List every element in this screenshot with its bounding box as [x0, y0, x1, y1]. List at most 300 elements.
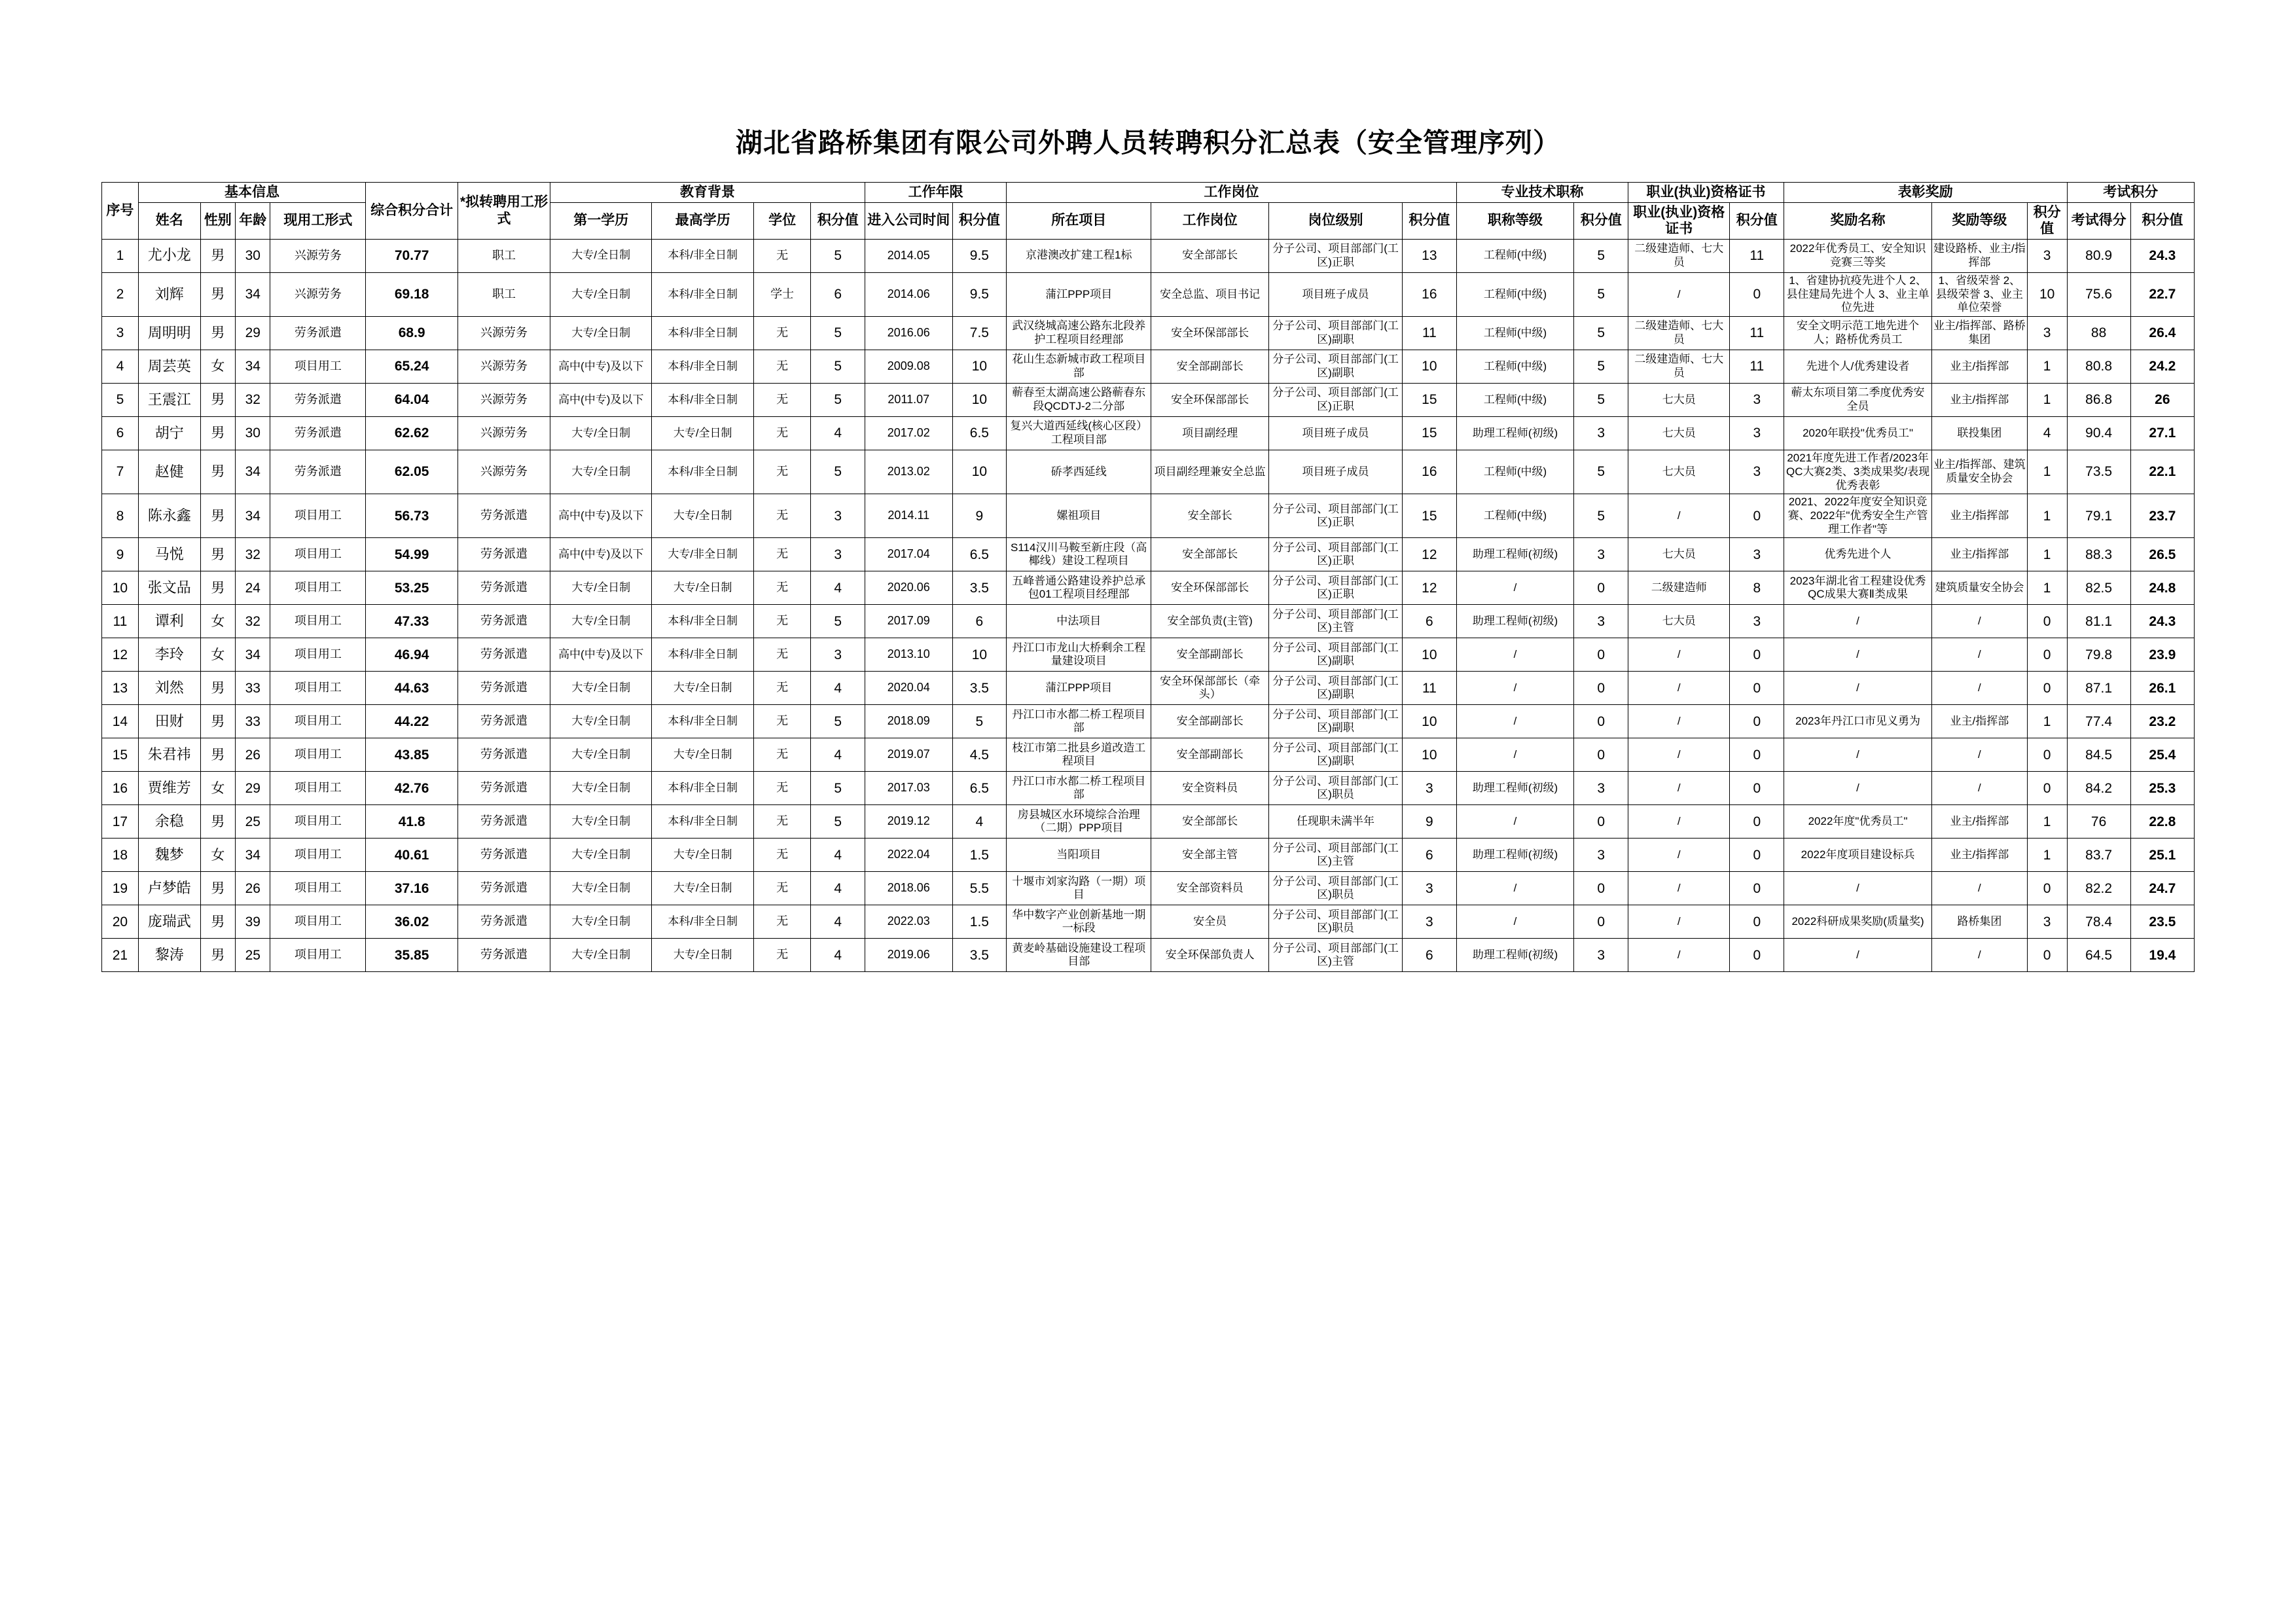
cell-award-level: 业主/指挥部 — [1932, 705, 2028, 738]
cell-total: 69.18 — [366, 272, 458, 316]
cell-award-score: 0 — [2027, 772, 2067, 805]
cell-name: 黎涛 — [138, 939, 200, 972]
cell-highest-degree: 本科/非全日制 — [652, 317, 753, 350]
header-years-score: 积分值 — [952, 202, 1007, 239]
header-intended-type: *拟转聘用工形式 — [458, 183, 550, 240]
page-title: 湖北省路桥集团有限公司外聘人员转聘积分汇总表（安全管理序列） — [736, 128, 1560, 158]
cell-exam-score: 82.5 — [2067, 571, 2130, 605]
cell-award-name: 1、省建协抗疫先进个人 2、县住建局先进个人 3、业主单位先进 — [1784, 272, 1932, 316]
cell-exam-points: 26.4 — [2130, 317, 2194, 350]
cell-years-score: 3.5 — [952, 939, 1007, 972]
table-row — [102, 538, 2195, 571]
table-container — [0, 182, 2296, 972]
table-row — [102, 494, 2195, 538]
cell-job-score: 10 — [1403, 638, 1457, 672]
cell-cert-score: 0 — [1730, 738, 1784, 772]
cell-job-score: 15 — [1403, 494, 1457, 538]
cell-years-score: 10 — [952, 350, 1007, 384]
cell-cert-name: 七大员 — [1628, 417, 1730, 450]
cell-current-type: 劳务派遣 — [270, 417, 366, 450]
cell-exam-points: 25.3 — [2130, 772, 2194, 805]
cell-title-score: 0 — [1574, 738, 1628, 772]
cell-award-name: 2022科研成果奖励(质量奖) — [1784, 905, 1932, 939]
cell-age: 25 — [236, 939, 270, 972]
cell-age: 26 — [236, 872, 270, 905]
cell-title-level: 助理工程师(初级) — [1456, 772, 1574, 805]
cell-job-score: 13 — [1403, 239, 1457, 272]
cell-seq: 2 — [102, 272, 139, 316]
cell-name: 朱君祎 — [138, 738, 200, 772]
cell-total: 43.85 — [366, 738, 458, 772]
cell-exam-points: 24.3 — [2130, 239, 2194, 272]
cell-edu-score: 4 — [811, 905, 865, 939]
header-cert: 职业(执业)资格证书 — [1628, 183, 1784, 203]
cell-name: 王震江 — [138, 384, 200, 417]
cell-gender: 女 — [200, 839, 235, 872]
cell-job-level: 项目班子成员 — [1269, 417, 1403, 450]
header-age: 年龄 — [236, 202, 270, 239]
cell-gender: 女 — [200, 638, 235, 672]
cell-award-level: 业主/指挥部、路桥集团 — [1932, 317, 2028, 350]
cell-job-level: 任现职未满半年 — [1269, 805, 1403, 839]
table-body — [102, 239, 2195, 972]
cell-highest-degree: 大专/全日制 — [652, 494, 753, 538]
cell-current-type: 兴源劳务 — [270, 239, 366, 272]
cell-highest-degree: 大专/全日制 — [652, 738, 753, 772]
cell-seq: 3 — [102, 317, 139, 350]
table-row — [102, 805, 2195, 839]
cell-title-level: / — [1456, 805, 1574, 839]
cell-highest-degree: 本科/非全日制 — [652, 384, 753, 417]
cell-name: 陈永鑫 — [138, 494, 200, 538]
cell-exam-points: 19.4 — [2130, 939, 2194, 972]
cell-degree: 无 — [753, 638, 810, 672]
cell-exam-score: 75.6 — [2067, 272, 2130, 316]
table-row — [102, 738, 2195, 772]
cell-gender: 男 — [200, 494, 235, 538]
cell-entry-time: 2014.11 — [865, 494, 952, 538]
cell-seq: 12 — [102, 638, 139, 672]
cell-project: 嫘祖项目 — [1007, 494, 1151, 538]
cell-job: 项目副经理兼安全总监 — [1151, 450, 1269, 494]
cell-entry-time: 2019.12 — [865, 805, 952, 839]
cell-entry-time: 2018.09 — [865, 705, 952, 738]
cell-award-level: 业主/指挥部 — [1932, 538, 2028, 571]
cell-job-level: 分子公司、项目部部门(工区)职员 — [1269, 872, 1403, 905]
cell-age: 32 — [236, 538, 270, 571]
cell-degree: 无 — [753, 239, 810, 272]
cell-current-type: 项目用工 — [270, 605, 366, 638]
cell-job: 安全资料员 — [1151, 772, 1269, 805]
cell-award-level: / — [1932, 738, 2028, 772]
cell-award-score: 0 — [2027, 872, 2067, 905]
cell-exam-score: 86.8 — [2067, 384, 2130, 417]
cell-total: 68.9 — [366, 317, 458, 350]
cell-first-degree: 大专/全日制 — [550, 272, 652, 316]
cell-award-score: 0 — [2027, 605, 2067, 638]
cell-award-level: 业主/指挥部 — [1932, 805, 2028, 839]
cell-award-name: 优秀先进个人 — [1784, 538, 1932, 571]
cell-intended: 劳务派遣 — [458, 738, 550, 772]
cell-exam-score: 79.1 — [2067, 494, 2130, 538]
cell-award-score: 0 — [2027, 672, 2067, 705]
cell-exam-score: 73.5 — [2067, 450, 2130, 494]
header-award-score: 积分值 — [2027, 202, 2067, 239]
cell-project: 硚孝西延线 — [1007, 450, 1151, 494]
cell-title-score: 3 — [1574, 538, 1628, 571]
cell-job-level: 分子公司、项目部部门(工区)副职 — [1269, 672, 1403, 705]
cell-exam-score: 83.7 — [2067, 839, 2130, 872]
cell-entry-time: 2013.02 — [865, 450, 952, 494]
cell-degree: 无 — [753, 738, 810, 772]
header-title-level: 职称等级 — [1456, 202, 1574, 239]
cell-intended: 劳务派遣 — [458, 872, 550, 905]
cell-edu-score: 4 — [811, 939, 865, 972]
table-row — [102, 839, 2195, 872]
cell-years-score: 9.5 — [952, 239, 1007, 272]
table-row — [102, 417, 2195, 450]
cell-cert-name: 二级建造师、七大员 — [1628, 317, 1730, 350]
cell-highest-degree: 本科/非全日制 — [652, 705, 753, 738]
cell-years-score: 6 — [952, 605, 1007, 638]
cell-age: 34 — [236, 450, 270, 494]
cell-cert-score: 11 — [1730, 239, 1784, 272]
cell-project: 蒲江PPP项目 — [1007, 672, 1151, 705]
cell-award-score: 3 — [2027, 239, 2067, 272]
cell-title-score: 3 — [1574, 605, 1628, 638]
cell-current-type: 项目用工 — [270, 839, 366, 872]
cell-award-level: 联投集团 — [1932, 417, 2028, 450]
cell-cert-name: / — [1628, 638, 1730, 672]
cell-exam-points: 25.4 — [2130, 738, 2194, 772]
cell-award-name: / — [1784, 872, 1932, 905]
cell-award-level: 业主/指挥部 — [1932, 494, 2028, 538]
cell-title-level: 工程师(中级) — [1456, 239, 1574, 272]
cell-job: 安全环保部部长 — [1151, 571, 1269, 605]
cell-exam-points: 22.8 — [2130, 805, 2194, 839]
cell-exam-score: 90.4 — [2067, 417, 2130, 450]
cell-intended: 劳务派遣 — [458, 638, 550, 672]
cell-job: 安全部副部长 — [1151, 350, 1269, 384]
cell-job: 安全部主管 — [1151, 839, 1269, 872]
cell-title-score: 5 — [1574, 350, 1628, 384]
cell-title-level: 工程师(中级) — [1456, 272, 1574, 316]
cell-cert-name: / — [1628, 705, 1730, 738]
cell-entry-time: 2020.06 — [865, 571, 952, 605]
header-entry-time: 进入公司时间 — [865, 202, 952, 239]
cell-name: 马悦 — [138, 538, 200, 571]
cell-seq: 1 — [102, 239, 139, 272]
cell-intended: 劳务派遣 — [458, 939, 550, 972]
cell-job-level: 分子公司、项目部部门(工区)正职 — [1269, 494, 1403, 538]
cell-title-level: 助理工程师(初级) — [1456, 939, 1574, 972]
cell-age: 34 — [236, 839, 270, 872]
cell-award-name: / — [1784, 939, 1932, 972]
cell-degree: 无 — [753, 417, 810, 450]
cell-job-score: 3 — [1403, 872, 1457, 905]
header-seq: 序号 — [102, 183, 139, 240]
cell-award-score: 1 — [2027, 538, 2067, 571]
cell-current-type: 项目用工 — [270, 538, 366, 571]
cell-job-score: 10 — [1403, 738, 1457, 772]
cell-total: 35.85 — [366, 939, 458, 972]
cell-gender: 男 — [200, 384, 235, 417]
cell-gender: 女 — [200, 350, 235, 384]
cell-job-level: 分子公司、项目部部门(工区)副职 — [1269, 705, 1403, 738]
cell-job-score: 15 — [1403, 384, 1457, 417]
cell-edu-score: 4 — [811, 417, 865, 450]
cell-first-degree: 大专/全日制 — [550, 417, 652, 450]
cell-name: 李玲 — [138, 638, 200, 672]
cell-entry-time: 2019.07 — [865, 738, 952, 772]
cell-edu-score: 5 — [811, 450, 865, 494]
cell-entry-time: 2017.04 — [865, 538, 952, 571]
cell-title-level: / — [1456, 571, 1574, 605]
cell-intended: 劳务派遣 — [458, 605, 550, 638]
cell-cert-name: / — [1628, 738, 1730, 772]
cell-exam-points: 26.5 — [2130, 538, 2194, 571]
header-cert-score: 积分值 — [1730, 202, 1784, 239]
cell-exam-score: 88 — [2067, 317, 2130, 350]
cell-award-level: 业主/指挥部 — [1932, 350, 2028, 384]
cell-cert-name: 二级建造师、七大员 — [1628, 239, 1730, 272]
cell-gender: 男 — [200, 905, 235, 939]
cell-seq: 14 — [102, 705, 139, 738]
table-row — [102, 905, 2195, 939]
cell-total: 65.24 — [366, 350, 458, 384]
cell-years-score: 3.5 — [952, 672, 1007, 705]
cell-age: 39 — [236, 905, 270, 939]
cell-seq: 13 — [102, 672, 139, 705]
cell-name: 贾维芳 — [138, 772, 200, 805]
cell-seq: 21 — [102, 939, 139, 972]
cell-current-type: 项目用工 — [270, 872, 366, 905]
score-summary-table — [101, 182, 2195, 972]
cell-job-level: 分子公司、项目部部门(工区)主管 — [1269, 839, 1403, 872]
cell-total: 40.61 — [366, 839, 458, 872]
cell-entry-time: 2017.03 — [865, 772, 952, 805]
cell-seq: 16 — [102, 772, 139, 805]
cell-exam-score: 80.9 — [2067, 239, 2130, 272]
cell-highest-degree: 大专/全日制 — [652, 939, 753, 972]
cell-exam-score: 79.8 — [2067, 638, 2130, 672]
cell-job-score: 15 — [1403, 417, 1457, 450]
cell-total: 56.73 — [366, 494, 458, 538]
table-row — [102, 605, 2195, 638]
cell-title-score: 0 — [1574, 805, 1628, 839]
cell-award-name: 2021年度先进工作者/2023年QC大赛2类、3类成果奖/表现优秀表彰 — [1784, 450, 1932, 494]
cell-current-type: 项目用工 — [270, 738, 366, 772]
cell-seq: 9 — [102, 538, 139, 571]
cell-award-score: 1 — [2027, 805, 2067, 839]
cell-project: 黄麦岭基础设施建设工程项目部 — [1007, 939, 1151, 972]
table-row — [102, 705, 2195, 738]
cell-job-level: 分子公司、项目部部门(工区)正职 — [1269, 384, 1403, 417]
cell-award-score: 1 — [2027, 494, 2067, 538]
cell-first-degree: 高中(中专)及以下 — [550, 350, 652, 384]
cell-years-score: 7.5 — [952, 317, 1007, 350]
cell-title-level: 助理工程师(初级) — [1456, 605, 1574, 638]
cell-award-name: / — [1784, 738, 1932, 772]
cell-exam-score: 76 — [2067, 805, 2130, 839]
cell-job-score: 12 — [1403, 538, 1457, 571]
header-job-level: 岗位级别 — [1269, 202, 1403, 239]
cell-cert-name: / — [1628, 939, 1730, 972]
cell-degree: 无 — [753, 705, 810, 738]
cell-seq: 18 — [102, 839, 139, 872]
cell-cert-name: 七大员 — [1628, 384, 1730, 417]
cell-total: 44.22 — [366, 705, 458, 738]
cell-highest-degree: 大专/全日制 — [652, 571, 753, 605]
cell-job-level: 分子公司、项目部部门(工区)主管 — [1269, 605, 1403, 638]
cell-award-score: 4 — [2027, 417, 2067, 450]
cell-cert-name: / — [1628, 805, 1730, 839]
cell-award-level: 建设路桥、业主/指挥部 — [1932, 239, 2028, 272]
header-gender: 性别 — [200, 202, 235, 239]
cell-exam-points: 23.7 — [2130, 494, 2194, 538]
cell-job-level: 分子公司、项目部部门(工区)正职 — [1269, 239, 1403, 272]
cell-cert-score: 3 — [1730, 450, 1784, 494]
cell-total: 46.94 — [366, 638, 458, 672]
cell-edu-score: 5 — [811, 805, 865, 839]
cell-exam-score: 82.2 — [2067, 872, 2130, 905]
cell-gender: 男 — [200, 939, 235, 972]
cell-first-degree: 高中(中专)及以下 — [550, 384, 652, 417]
cell-exam-points: 26 — [2130, 384, 2194, 417]
cell-entry-time: 2018.06 — [865, 872, 952, 905]
cell-age: 30 — [236, 239, 270, 272]
cell-edu-score: 3 — [811, 538, 865, 571]
cell-job-level: 分子公司、项目部部门(工区)正职 — [1269, 571, 1403, 605]
cell-years-score: 6.5 — [952, 417, 1007, 450]
header-job-score: 积分值 — [1403, 202, 1457, 239]
cell-intended: 劳务派遣 — [458, 494, 550, 538]
cell-name: 余稳 — [138, 805, 200, 839]
cell-award-level: / — [1932, 672, 2028, 705]
cell-award-score: 10 — [2027, 272, 2067, 316]
cell-current-type: 项目用工 — [270, 571, 366, 605]
cell-project: 丹江口市龙山大桥剩余工程量建设项目 — [1007, 638, 1151, 672]
cell-first-degree: 高中(中专)及以下 — [550, 638, 652, 672]
cell-title-level: 工程师(中级) — [1456, 350, 1574, 384]
cell-exam-points: 27.1 — [2130, 417, 2194, 450]
cell-exam-score: 87.1 — [2067, 672, 2130, 705]
cell-years-score: 10 — [952, 384, 1007, 417]
cell-degree: 无 — [753, 805, 810, 839]
cell-edu-score: 4 — [811, 839, 865, 872]
cell-job-score: 3 — [1403, 772, 1457, 805]
cell-years-score: 6.5 — [952, 772, 1007, 805]
cell-title-level: 工程师(中级) — [1456, 494, 1574, 538]
cell-project: 复兴大道西延线(核心区段）工程项目部 — [1007, 417, 1151, 450]
cell-award-level: / — [1932, 605, 2028, 638]
cell-job-score: 3 — [1403, 905, 1457, 939]
cell-edu-score: 4 — [811, 738, 865, 772]
cell-exam-points: 22.1 — [2130, 450, 2194, 494]
cell-entry-time: 2022.04 — [865, 839, 952, 872]
cell-job: 安全部资料员 — [1151, 872, 1269, 905]
cell-award-score: 0 — [2027, 638, 2067, 672]
cell-cert-name: 七大员 — [1628, 450, 1730, 494]
cell-exam-points: 24.3 — [2130, 605, 2194, 638]
cell-age: 30 — [236, 417, 270, 450]
cell-entry-time: 2017.02 — [865, 417, 952, 450]
cell-title-level: 助理工程师(初级) — [1456, 839, 1574, 872]
cell-degree: 无 — [753, 317, 810, 350]
cell-award-name: / — [1784, 772, 1932, 805]
cell-job: 安全部负责(主管) — [1151, 605, 1269, 638]
cell-title-level: 工程师(中级) — [1456, 384, 1574, 417]
cell-total: 44.63 — [366, 672, 458, 705]
cell-award-name: 2021、2022年度安全知识竞赛、2022年"优秀安全生产管理工作者"等 — [1784, 494, 1932, 538]
cell-intended: 职工 — [458, 272, 550, 316]
cell-seq: 8 — [102, 494, 139, 538]
cell-title-score: 0 — [1574, 638, 1628, 672]
cell-job: 安全环保部部长（牵头） — [1151, 672, 1269, 705]
cell-title-score: 5 — [1574, 272, 1628, 316]
cell-edu-score: 5 — [811, 772, 865, 805]
cell-name: 庞瑞武 — [138, 905, 200, 939]
header-edu-score: 积分值 — [811, 202, 865, 239]
cell-first-degree: 大专/全日制 — [550, 317, 652, 350]
cell-name: 刘然 — [138, 672, 200, 705]
cell-job-score: 6 — [1403, 605, 1457, 638]
cell-intended: 职工 — [458, 239, 550, 272]
cell-degree: 无 — [753, 450, 810, 494]
cell-name: 谭利 — [138, 605, 200, 638]
cell-job-level: 项目班子成员 — [1269, 450, 1403, 494]
cell-cert-score: 3 — [1730, 417, 1784, 450]
cell-title-score: 5 — [1574, 450, 1628, 494]
cell-title-level: 助理工程师(初级) — [1456, 417, 1574, 450]
cell-gender: 男 — [200, 705, 235, 738]
cell-cert-score: 0 — [1730, 672, 1784, 705]
cell-seq: 10 — [102, 571, 139, 605]
cell-entry-time: 2014.05 — [865, 239, 952, 272]
cell-exam-points: 26.1 — [2130, 672, 2194, 705]
cell-award-name: 2020年联投"优秀员工" — [1784, 417, 1932, 450]
cell-first-degree: 大专/全日制 — [550, 705, 652, 738]
cell-award-level: 路桥集团 — [1932, 905, 2028, 939]
cell-years-score: 1.5 — [952, 839, 1007, 872]
cell-exam-points: 24.2 — [2130, 350, 2194, 384]
cell-title-score: 3 — [1574, 772, 1628, 805]
cell-project: 蒲江PPP项目 — [1007, 272, 1151, 316]
cell-title-score: 5 — [1574, 494, 1628, 538]
cell-age: 34 — [236, 272, 270, 316]
header-exam-points: 积分值 — [2130, 202, 2194, 239]
cell-project: 京港澳改扩建工程1标 — [1007, 239, 1151, 272]
cell-total: 70.77 — [366, 239, 458, 272]
cell-job: 安全部副部长 — [1151, 638, 1269, 672]
cell-job-level: 分子公司、项目部部门(工区)副职 — [1269, 317, 1403, 350]
cell-name: 田财 — [138, 705, 200, 738]
cell-age: 34 — [236, 350, 270, 384]
cell-years-score: 10 — [952, 638, 1007, 672]
cell-first-degree: 大专/全日制 — [550, 239, 652, 272]
cell-degree: 无 — [753, 350, 810, 384]
cell-highest-degree: 大专/全日制 — [652, 839, 753, 872]
cell-edu-score: 5 — [811, 239, 865, 272]
cell-award-score: 1 — [2027, 384, 2067, 417]
cell-edu-score: 4 — [811, 571, 865, 605]
cell-award-score: 1 — [2027, 705, 2067, 738]
cell-name: 赵健 — [138, 450, 200, 494]
cell-job-score: 16 — [1403, 272, 1457, 316]
cell-age: 33 — [236, 705, 270, 738]
cell-exam-score: 88.3 — [2067, 538, 2130, 571]
header-awards: 表彰奖励 — [1784, 183, 2067, 203]
